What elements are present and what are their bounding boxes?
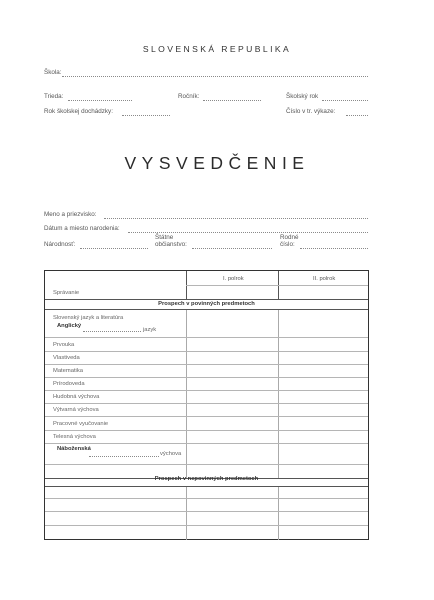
subject-foreign-language: Anglický	[57, 323, 82, 329]
subject-prvouka: Prvouka	[53, 342, 75, 348]
optional-row-divider	[45, 525, 368, 526]
name-field[interactable]	[104, 218, 368, 219]
conduct-divider	[45, 299, 368, 300]
subject-art: Výtvarná výchova	[53, 407, 99, 413]
grades-table	[44, 270, 369, 540]
conduct-label: Správanie	[53, 290, 80, 296]
birth-label: Dátum a miesto narodenia:	[44, 225, 120, 232]
subject-slovak: Slovenský jazyk a literatúra	[53, 315, 124, 321]
school-field[interactable]	[62, 76, 368, 77]
row-divider	[45, 443, 368, 444]
subject-vlastiveda: Vlastiveda	[53, 355, 80, 361]
column-divider-2-lower	[278, 309, 279, 478]
citizenship-label-line1: Štátne	[155, 234, 174, 241]
citizenship-label-line2: občianstvo:	[155, 241, 187, 248]
grade-label: Ročník:	[178, 93, 200, 100]
row-divider	[45, 377, 368, 378]
row-divider	[45, 390, 368, 391]
birth-field[interactable]	[128, 232, 368, 233]
row-divider	[45, 430, 368, 431]
language-suffix: jazyk	[143, 327, 157, 333]
class-label: Trieda:	[44, 93, 64, 100]
optional-row-divider	[45, 498, 368, 499]
subject-pe: Telesná výchova	[53, 434, 96, 440]
birth-number-field[interactable]	[300, 248, 368, 249]
name-label: Meno a priezvisko:	[44, 211, 97, 218]
report-number-field[interactable]	[346, 115, 368, 116]
row-divider	[45, 351, 368, 352]
foreign-language-field[interactable]	[83, 331, 141, 332]
second-semester-header: II. polrok	[313, 276, 336, 282]
subject-work: Pracovné vyučovanie	[53, 421, 109, 427]
mandatory-subjects-heading: Prospech v povinných predmetoch	[158, 301, 255, 307]
school-year-field[interactable]	[322, 100, 368, 101]
subject-math: Matematika	[53, 368, 83, 374]
row-divider	[45, 337, 368, 338]
subject-music: Hudobná výchova	[53, 394, 100, 400]
birth-number-label-line1: Rodné	[280, 234, 299, 241]
optional-row-divider	[45, 511, 368, 512]
row-divider	[45, 403, 368, 404]
column-divider-1-bottom	[186, 486, 187, 540]
mandatory-section-divider	[45, 309, 368, 310]
subject-religion: Náboženská	[57, 446, 91, 452]
school-label: Škola:	[44, 69, 62, 76]
subject-science: Prírodoveda	[53, 381, 85, 387]
religion-field[interactable]	[89, 456, 159, 457]
first-semester-header: I. polrok	[223, 276, 244, 282]
birth-number-label-line2: číslo:	[280, 241, 295, 248]
grade-field[interactable]	[203, 100, 261, 101]
report-number-label: Číslo v tr. výkaze:	[286, 108, 336, 115]
nationality-label: Národnosť:	[44, 241, 76, 248]
attendance-year-field[interactable]	[122, 115, 170, 116]
religion-suffix: výchova	[160, 451, 182, 457]
row-divider	[45, 464, 368, 465]
row-divider	[45, 364, 368, 365]
optional-subjects-heading: Prospech v nepovinných predmetoch	[154, 476, 259, 482]
class-field[interactable]	[68, 100, 132, 101]
country-heading: SLOVENSKÁ REPUBLIKA	[142, 44, 292, 54]
nationality-field[interactable]	[80, 248, 148, 249]
document-title: VYSVEDČENIE	[124, 153, 310, 173]
optional-section-divider	[45, 486, 368, 487]
school-year-label: Školský rok	[286, 93, 319, 100]
citizenship-field[interactable]	[192, 248, 272, 249]
header-divider	[186, 285, 368, 286]
column-divider-1-lower	[186, 309, 187, 478]
attendance-year-label: Rok školskej dochádzky:	[44, 108, 113, 115]
row-divider	[45, 416, 368, 417]
column-divider-2-bottom	[278, 486, 279, 540]
